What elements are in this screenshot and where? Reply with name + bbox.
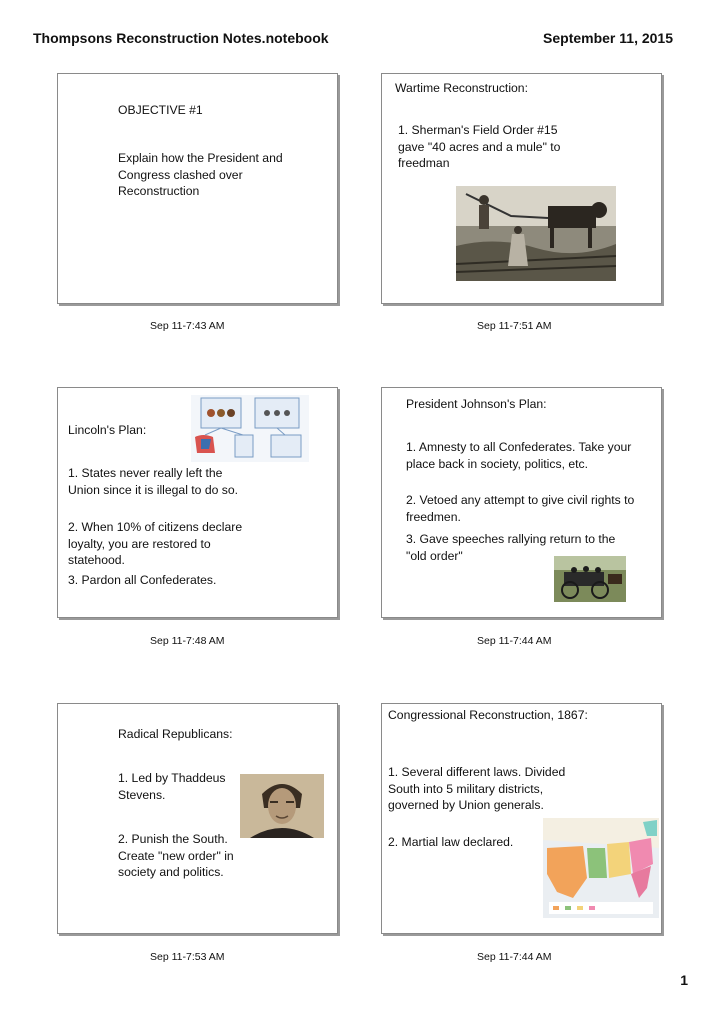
slide-radical-republicans [57, 703, 338, 934]
notebook-date: September 11, 2015 [543, 30, 673, 46]
slide-text: 2. Martial law declared. [388, 835, 514, 849]
notebook-title: Thompsons Reconstruction Notes.notebook [33, 30, 329, 46]
military-districts-map [543, 818, 659, 918]
slide-text: Explain how the President and Congress clashed over Reconstruction [118, 151, 283, 198]
slide-text: 3. Pardon all Confederates. [68, 573, 217, 587]
plowing-field-illustration [456, 186, 616, 281]
slide-text: 2. When 10% of citizens declare loyalty, you are restored to statehood. [68, 520, 243, 567]
slide-text: 3. Gave speeches rallying return to the "old order" [406, 532, 616, 563]
slide-wartime-reconstruction [381, 73, 662, 304]
slide-heading: Lincoln's Plan: [68, 423, 147, 437]
slide-timestamp: Sep 11-7:43 AM [150, 320, 225, 332]
slide-heading: Wartime Reconstruction: [395, 81, 528, 95]
slide-congressional-reconstruction [381, 703, 662, 934]
slide-text: 1. States never really left the Union since it is illegal to do so. [68, 466, 239, 497]
slide-timestamp: Sep 11-7:48 AM [150, 635, 225, 647]
ten-percent-plan-diagram [191, 395, 309, 462]
slide-text: 1. Amnesty to all Confederates. Take your place back in society, politics, etc. [406, 440, 632, 471]
slide-text: 1. Sherman's Field Order #15 gave "40 acres and a mule" to freedman [398, 123, 561, 170]
slide-text: OBJECTIVE #1 [118, 103, 203, 117]
slide-timestamp: Sep 11-7:44 AM [477, 635, 552, 647]
slide-objective [57, 73, 338, 304]
slide-text: 2. Punish the South. Create "new order" in society and politics. [118, 832, 234, 879]
slide-heading: Radical Republicans: [118, 727, 233, 741]
slide-timestamp: Sep 11-7:53 AM [150, 951, 225, 963]
slide-timestamp: Sep 11-7:51 AM [477, 320, 552, 332]
slide-text: 2. Vetoed any attempt to give civil rights to freedmen. [406, 493, 635, 524]
slide-timestamp: Sep 11-7:44 AM [477, 951, 552, 963]
slide-heading: Congressional Reconstruction, 1867: [388, 708, 588, 722]
slide-heading: President Johnson's Plan: [406, 397, 547, 411]
horse-carriage-photo [554, 556, 626, 602]
slide-johnsons-plan [381, 387, 662, 618]
slide-text: 1. Led by Thaddeus Stevens. [118, 771, 226, 802]
thaddeus-stevens-portrait [240, 774, 324, 838]
slide-text: 1. Several different laws. Divided South into 5 military districts, governed by Union generals. [388, 765, 566, 812]
slide-lincolns-plan [57, 387, 338, 618]
page-number: 1 [680, 972, 688, 988]
